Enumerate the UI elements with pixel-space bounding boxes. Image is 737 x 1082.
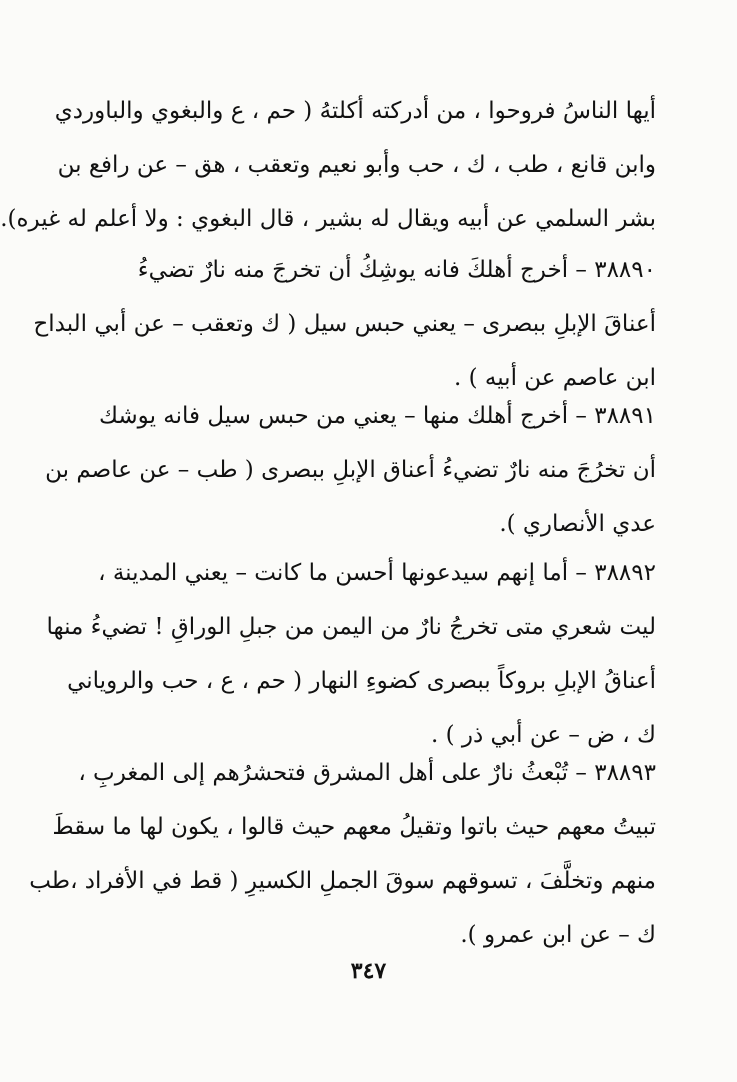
paragraph-hadith-38893 [29,746,656,962]
text-line: وابن قانع ، طب ، ك ، حب وأبو نعيم وتعقب ، هق – عن رافع بن [57,152,656,178]
paragraph-hadith-38890 [33,243,656,405]
text-line: ٣٨٨٩٢ – أما إنهم سيدعونها أحسن ما كانت – يعني المدينة ، [98,560,656,586]
text-line: ٣٨٨٩١ – أخرج أهلك منها – يعني من حبس سيل فانه يوشك [99,403,656,429]
paragraph-hadith-38892 [46,546,656,762]
text-line: ك ، ض – عن أبي ذر ) . [430,722,656,748]
text-line: منهم وتخلَّفَ ، تسوقهم سوقَ الجملِ الكسيرِ ( قط في الأفراد ،طب [29,868,656,894]
text-line: ك – عن ابن عمرو ). [460,922,656,948]
text-line: ابن عاصم عن أبيه ) . [453,365,656,391]
text-line: تبيتُ معهم حيث باتوا وتقيلُ معهم حيث قالوا ، يكون لها ما سقطَ [52,814,656,840]
text-line: أعناقُ الإبلِ بروكاً ببصرى كضوءِ النهار ( حم ، ع ، حب والروياني [67,668,656,694]
text-line: أن تخرُجَ منه نارٌ تضيءُ أعناق الإبلِ ببصرى ( طب – عن عاصم بن [45,457,656,483]
paragraph-hadith-38891 [45,389,656,551]
text-line: ٣٨٨٩٠ – أخرج أهلكَ فانه يوشِكُ أن تخرجَ منه نارٌ تضيءُ [137,257,656,283]
text-line: عدي الأنصاري ). [499,511,656,537]
text-line: ليت شعري متى تخرجُ نارٌ من اليمن من جبلِ الوراقِ ! تضيءُ منها [46,614,656,640]
text-line: ٣٨٨٩٣ – تُبْعثُ نارٌ على أهل المشرق فتحشرُهم إلى المغربِ ، [78,760,656,786]
page-number: ٣٤٧ [350,958,387,984]
paragraph-hadith-continuation [0,84,656,246]
text-line: أيها الناسُ فروحوا ، من أدركته أكلتهُ ( حم ، ع والبغوي والباوردي [54,98,656,124]
text-line: أعناقَ الإبلِ ببصرى – يعني حبس سيل ( ك وتعقب – عن أبي البداح [33,311,656,337]
text-line: بشر السلمي عن أبيه ويقال له بشير ، قال البغوي : ولا أعلم له غيره). [0,206,656,232]
